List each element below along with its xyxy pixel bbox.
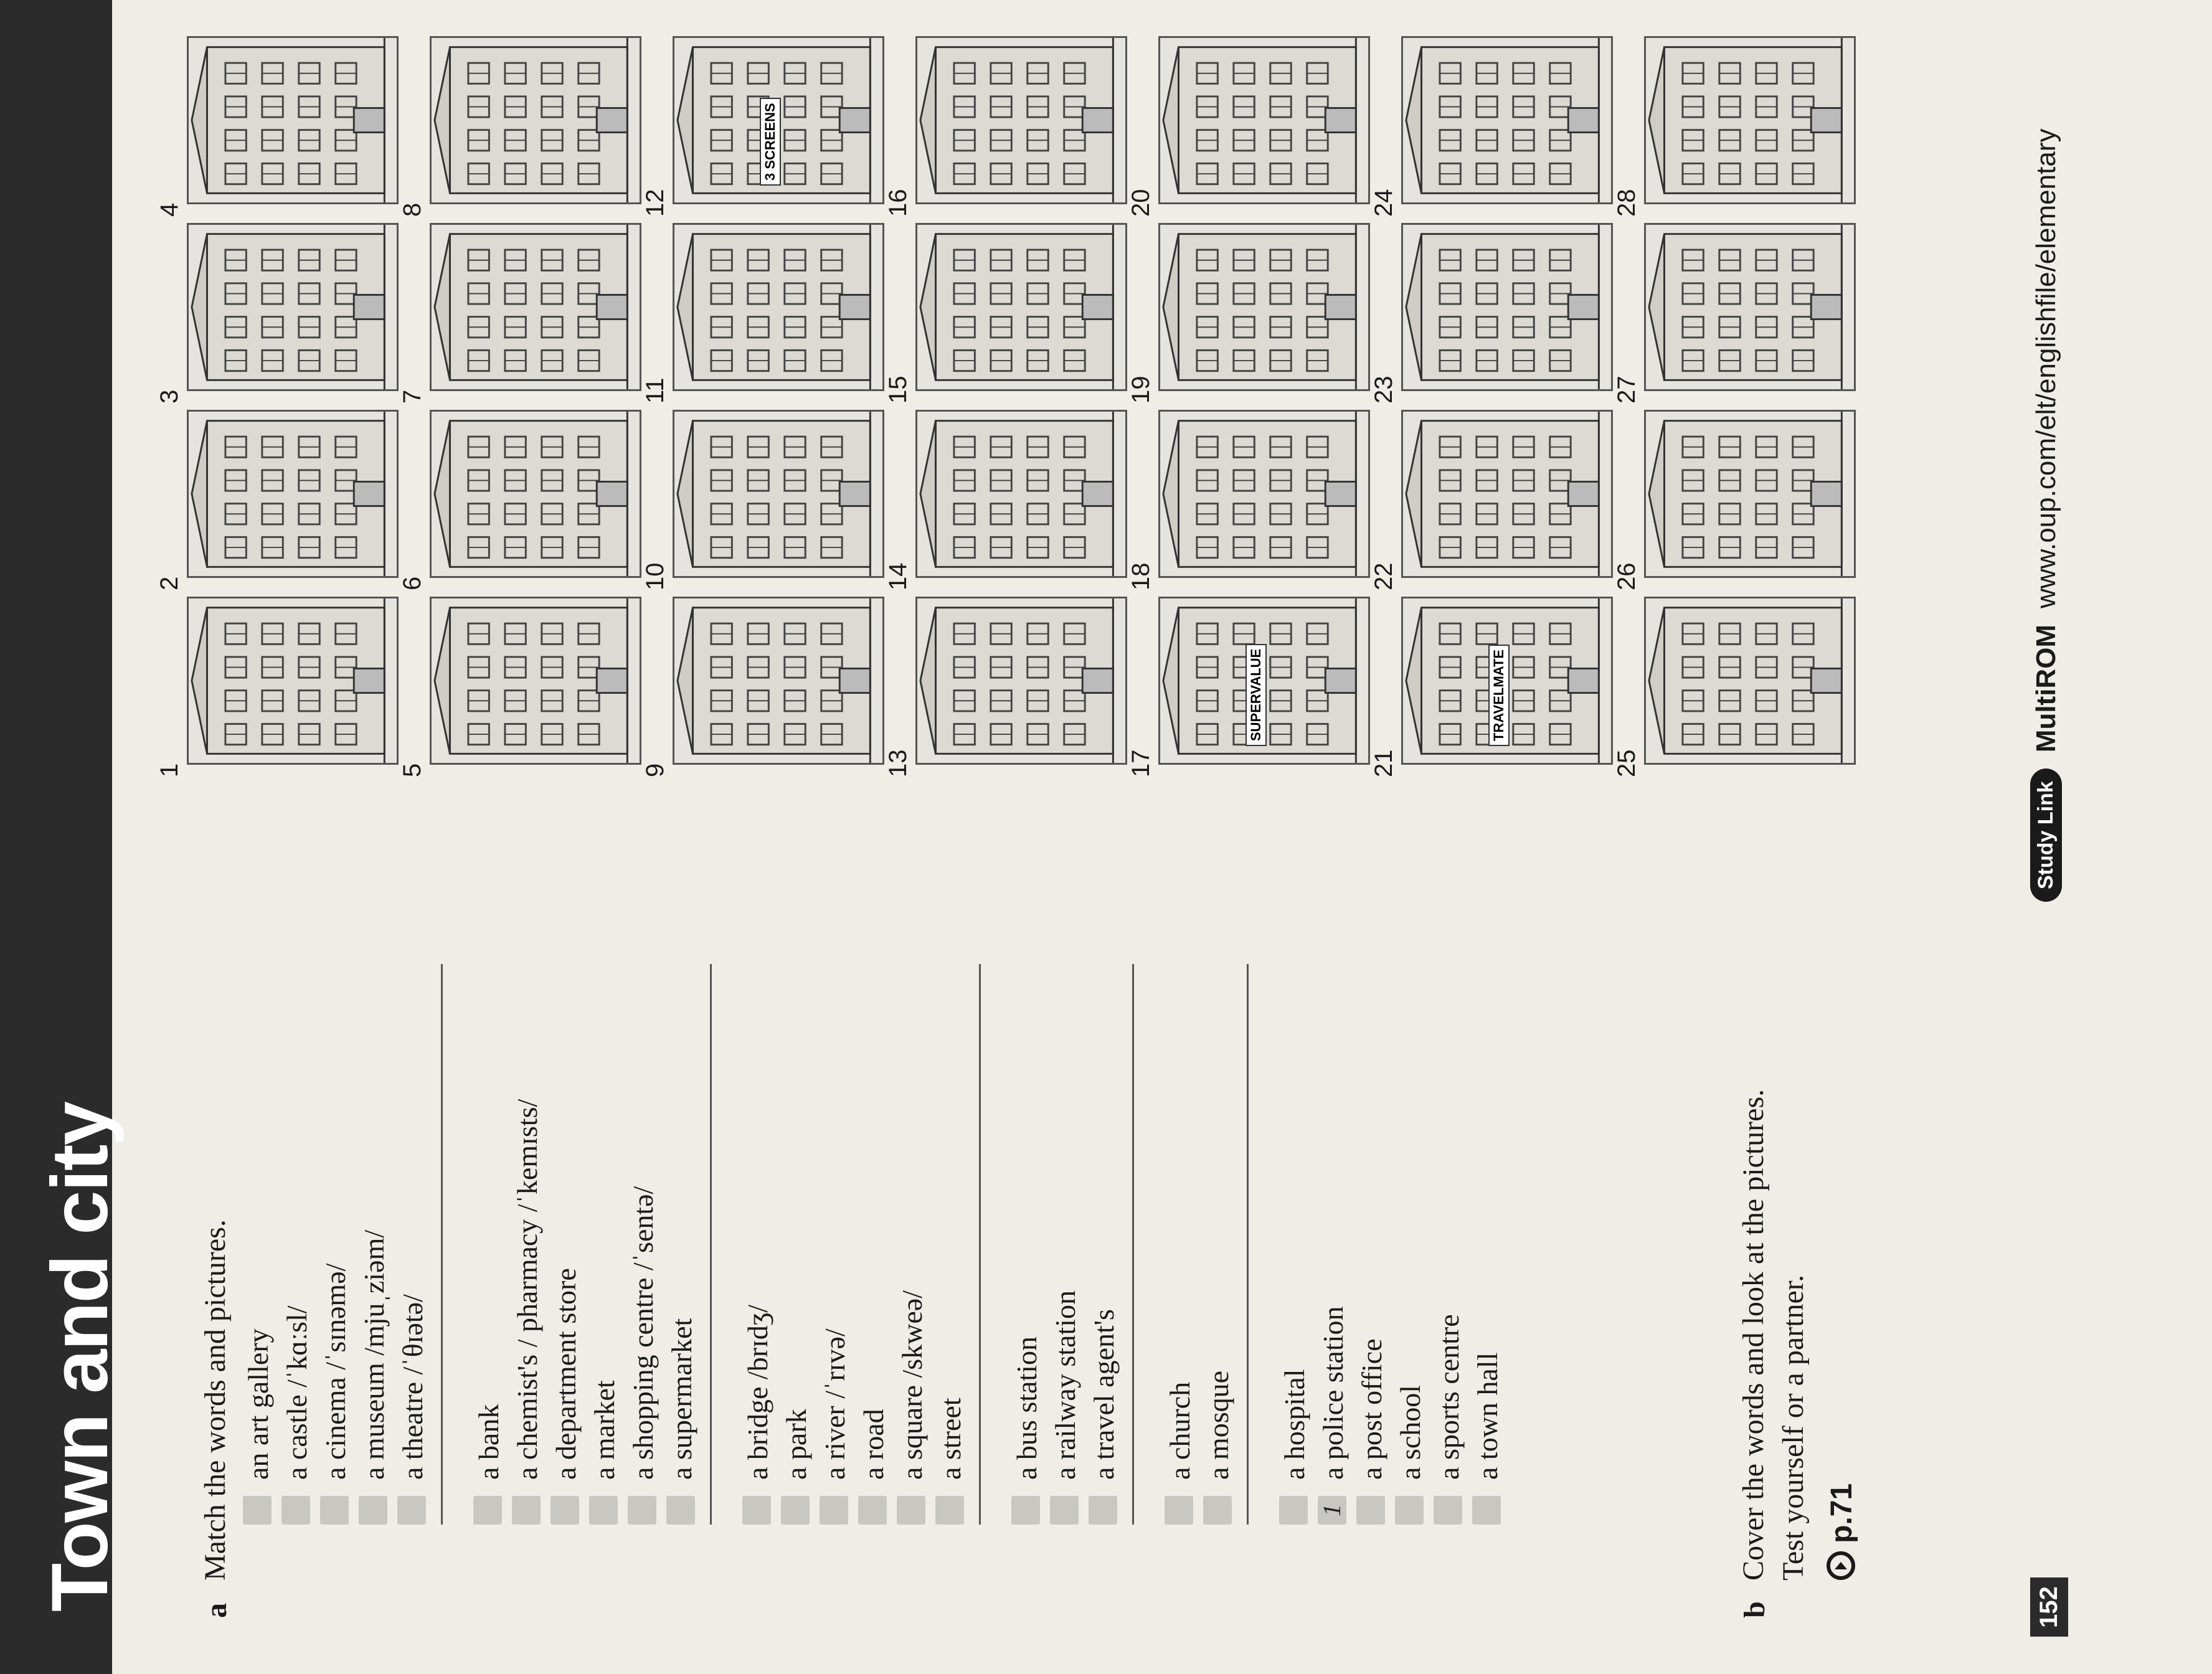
- vocabulary-word: a bank: [473, 1404, 504, 1480]
- building-illustration: [673, 597, 884, 765]
- vocabulary-word: a sports centre: [1433, 1314, 1465, 1480]
- building-illustration: [915, 597, 1127, 765]
- vocabulary-word: a church: [1164, 1381, 1196, 1480]
- vocabulary-word: a cinema /ˈsɪnəmə/: [319, 1263, 351, 1480]
- vocabulary-word: a post office: [1356, 1338, 1387, 1480]
- vocabulary-word: a chemist's / pharmacy /ˈkemɪsts/: [511, 1099, 543, 1480]
- building-illustration: [430, 597, 641, 765]
- building-illustration: [430, 36, 641, 204]
- study-link-badge: Study Link: [2030, 768, 2062, 902]
- picture-number: 21: [1370, 749, 1397, 777]
- building-illustration: [673, 223, 884, 391]
- building-illustration: [1644, 223, 1856, 391]
- multirom-label: MultiROM: [2030, 624, 2061, 753]
- building-illustration: [1158, 36, 1370, 204]
- vocabulary-word: a supermarket: [666, 1318, 697, 1480]
- building-illustration: [1158, 223, 1370, 391]
- picture-number: 4: [156, 202, 183, 217]
- building-illustration: [187, 223, 399, 391]
- vocabulary-word: a bridge /brɪdʒ/: [742, 1304, 773, 1480]
- vocabulary-word: a railway station: [1049, 1290, 1081, 1480]
- picture-number: 15: [884, 376, 912, 404]
- vocabulary-word: an art gallery: [242, 1328, 274, 1480]
- vocabulary-word: a hospital: [1279, 1369, 1310, 1480]
- building-illustration: [1644, 36, 1856, 204]
- picture-number: 19: [1127, 376, 1155, 404]
- page-number: 152: [2030, 1577, 2068, 1637]
- section-b-instruction-line2: Test yourself or a partner.: [1777, 1274, 1810, 1581]
- vocabulary-word: a police station: [1317, 1306, 1349, 1480]
- building-illustration: [915, 410, 1127, 578]
- picture-number: 24: [1370, 189, 1397, 217]
- picture-number: 2: [156, 576, 183, 590]
- vocabulary-word: a park: [780, 1409, 812, 1480]
- shop-sign: TRAVELMATE: [1488, 645, 1510, 746]
- vocabulary-word: a square /skweə/: [896, 1290, 928, 1480]
- picture-number: 8: [399, 202, 426, 217]
- picture-number: 5: [399, 763, 426, 777]
- vocabulary-word: a market: [588, 1380, 620, 1480]
- building-illustration: [1401, 36, 1613, 204]
- vocabulary-word: a department store: [550, 1268, 582, 1480]
- vocabulary-word: a school: [1394, 1384, 1426, 1480]
- building-illustration: [915, 36, 1127, 204]
- building-illustration: [1644, 410, 1856, 578]
- footer: [2030, 129, 2062, 902]
- vocabulary-word: a travel agent's: [1088, 1309, 1120, 1480]
- picture-number: 18: [1127, 562, 1155, 590]
- vocabulary-word: a museum /mjuˌziəm/: [358, 1229, 390, 1480]
- building-illustration: [1401, 223, 1613, 391]
- vocabulary-word: a bus station: [1011, 1336, 1042, 1480]
- building-illustration: [187, 410, 399, 578]
- building-illustration: [430, 223, 641, 391]
- vocabulary-word: a mosque: [1203, 1370, 1234, 1480]
- building-illustration: [915, 223, 1127, 391]
- picture-number: 6: [399, 576, 426, 590]
- section-a-instruction: Match the words and pictures.: [199, 1219, 232, 1581]
- picture-number: 26: [1613, 562, 1640, 590]
- vocabulary-word: a town hall: [1472, 1352, 1503, 1480]
- vocabulary-word: a theatre /ˈθɪətə/: [397, 1294, 428, 1480]
- vocabulary-word: a castle /ˈkɑːsl/: [281, 1305, 313, 1480]
- footer-url[interactable]: www.oup.com/elt/englishfile/elementary: [2030, 128, 2061, 608]
- vocabulary-word: a shopping centre /ˈsentə/: [627, 1186, 659, 1480]
- building-illustration: [1401, 410, 1613, 578]
- section-b-instruction-line1: Cover the words and look at the pictures.: [1737, 1089, 1770, 1581]
- answer-value: 1: [1318, 1504, 1346, 1516]
- vocabulary-word: a road: [858, 1409, 889, 1480]
- picture-number: 22: [1370, 562, 1397, 590]
- picture-number: 7: [399, 389, 426, 404]
- picture-number: 10: [641, 562, 669, 590]
- vocabulary-word: a river /ˈrɪvə/: [819, 1328, 851, 1480]
- section-b-letter: b: [1738, 1601, 1771, 1618]
- vocabulary-word: a street: [935, 1397, 967, 1480]
- building-illustration: [430, 410, 641, 578]
- picture-number: 11: [641, 377, 669, 404]
- picture-number: 14: [884, 562, 912, 590]
- shop-sign: SUPERVALUE: [1245, 644, 1267, 746]
- picture-number: 16: [884, 189, 912, 217]
- building-illustration: [187, 597, 399, 765]
- page-reference[interactable]: p.71: [1825, 1483, 1858, 1543]
- shop-sign: 3 SCREENS: [760, 98, 781, 186]
- picture-number: 9: [641, 763, 669, 777]
- picture-number: 1: [156, 763, 183, 777]
- picture-number: 17: [1127, 749, 1155, 777]
- page-title: Town and city: [35, 1102, 125, 1612]
- picture-number: 13: [884, 749, 912, 777]
- picture-number: 3: [156, 389, 183, 404]
- picture-number: 27: [1613, 376, 1640, 404]
- section-a-letter: a: [200, 1603, 233, 1618]
- picture-number: 28: [1613, 189, 1640, 217]
- picture-number: 20: [1127, 189, 1155, 217]
- building-illustration: [187, 36, 399, 204]
- picture-number: 12: [641, 189, 669, 217]
- building-illustration: [1644, 597, 1856, 765]
- picture-number: 23: [1370, 376, 1397, 404]
- building-illustration: [673, 410, 884, 578]
- picture-number: 25: [1613, 749, 1640, 777]
- building-illustration: [1158, 410, 1370, 578]
